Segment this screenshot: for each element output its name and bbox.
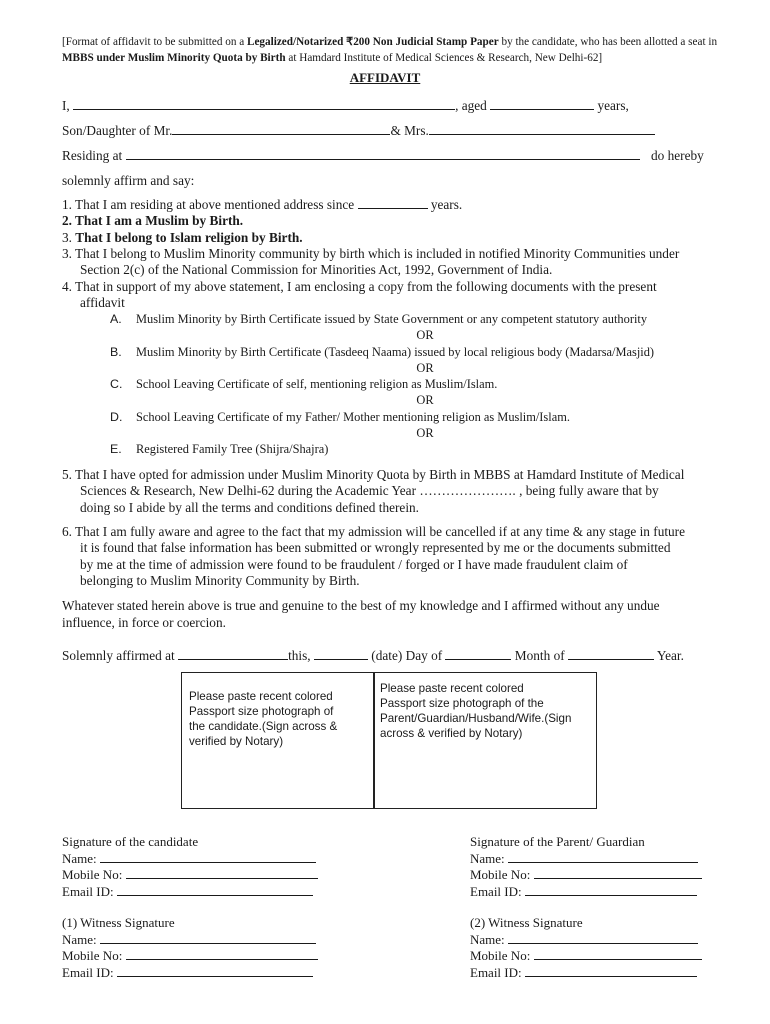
parent-name-row — [470, 851, 702, 868]
age-blank[interactable] — [490, 98, 594, 110]
document-title: AFFIDAVIT — [349, 70, 421, 85]
name-blank[interactable] — [73, 98, 455, 110]
parent-email-row — [470, 884, 702, 901]
father-name-blank[interactable] — [172, 123, 390, 135]
label-year: Year. — [654, 648, 684, 663]
witness-2-email-row — [470, 965, 702, 982]
parent-signature-block — [470, 834, 702, 900]
document-option-e — [110, 442, 328, 457]
header-quota: MBBS under Muslim Minority Quota by Birth — [62, 52, 286, 64]
affirmation-line — [62, 648, 684, 664]
email-label: Email ID: — [470, 964, 525, 980]
label-affirmed-at: Solemnly affirmed at — [62, 648, 179, 663]
item-3b — [62, 246, 722, 279]
intro-line-parents — [62, 123, 655, 139]
witness-1-mobile-row — [62, 948, 318, 965]
mobile-label: Mobile No: — [62, 867, 126, 883]
header-suffix: at Hamdard Institute of Medical Sciences & Research, New Delhi-62] — [285, 52, 603, 64]
label-years: years, — [594, 98, 629, 113]
name-label: Name: — [62, 850, 100, 866]
mother-name-blank[interactable] — [429, 123, 655, 135]
address-blank[interactable] — [126, 148, 640, 160]
item-4-line2: affidavit — [80, 295, 125, 311]
label-do-hereby: do hereby — [651, 148, 704, 163]
candidate-mobile-row — [62, 867, 318, 884]
witness-2-label: (2) Witness Signature — [470, 915, 583, 930]
photo-instruction: the candidate.(Sign across & — [189, 720, 338, 733]
or-separator: OR — [416, 361, 434, 375]
residing-years-blank[interactable] — [358, 197, 428, 209]
item-5 — [62, 467, 722, 516]
intro-line-name — [62, 98, 629, 114]
witness-2-name-blank[interactable] — [508, 932, 698, 944]
format-instruction — [62, 34, 722, 66]
document-option-c — [110, 377, 497, 392]
parent-name-blank[interactable] — [508, 851, 698, 863]
item-6-line1: 6. That I am fully aware and agree to the fact that my admission will be cancelled if at any time & any stage in future — [62, 524, 686, 539]
item-6-line4: belonging to Muslim Minority Community by Birth. — [80, 573, 360, 589]
parent-signature-label: Signature of the Parent/ Guardian — [470, 834, 645, 849]
label-son-daughter: Son/Daughter of Mr. — [62, 123, 173, 138]
document-letter: B. — [110, 345, 122, 359]
email-label: Email ID: — [470, 883, 525, 899]
parent-mobile-blank[interactable] — [534, 867, 702, 879]
item-6-line2: it is found that false information has been submitted or wrongly represented by me or the documents submitted — [80, 540, 671, 556]
document-text: Muslim Minority by Birth Certificate issued by State Government or any competent statutory authority — [136, 312, 648, 326]
name-label: Name: — [470, 850, 508, 866]
item-3b-line1: 3. That I belong to Muslim Minority community by birth which is included in notified Minority Communities under — [62, 246, 680, 261]
month-blank[interactable] — [445, 648, 511, 660]
item-4 — [62, 279, 722, 312]
item-1 — [62, 197, 462, 213]
document-text: School Leaving Certificate of self, mentioning religion as Muslim/Islam. — [136, 377, 498, 391]
label-day-of: (date) Day of — [367, 648, 446, 663]
label-residing: Residing at — [62, 148, 126, 163]
document-text: Muslim Minority by Birth Certificate (Tasdeeq Naama) issued by local religious body (Madarsa/Masjid) — [136, 345, 655, 359]
candidate-photo-box — [181, 672, 375, 809]
witness-2-email-blank[interactable] — [525, 965, 697, 977]
item-3a-number: 3. — [62, 230, 76, 245]
email-label: Email ID: — [62, 964, 117, 980]
or-separator: OR — [416, 328, 434, 342]
witness-2-block — [470, 915, 702, 981]
label-mrs: & Mrs. — [390, 123, 429, 138]
witness-1-mobile-blank[interactable] — [126, 948, 318, 960]
photo-instruction: verified by Notary) — [189, 735, 284, 748]
declaration-line2: influence, in force or coercion. — [62, 615, 226, 630]
parent-mobile-row — [470, 867, 702, 884]
item-3a — [62, 230, 303, 246]
header-stamp-paper: Legalized/Notarized ₹200 Non Judicial Stamp Paper — [246, 36, 499, 48]
photo-instruction: Parent/Guardian/Husband/Wife.(Sign — [380, 712, 572, 725]
document-text: School Leaving Certificate of my Father/ Mother mentioning religion as Muslim/Islam. — [136, 410, 570, 424]
or-separator: OR — [416, 426, 434, 440]
item-1-suffix: years. — [427, 197, 463, 212]
photo-instruction: across & verified by Notary) — [380, 727, 523, 740]
declaration-line1: Whatever stated herein above is true and genuine to the best of my knowledge and I affirmed without any undue — [62, 598, 660, 613]
intro-line-address — [62, 148, 640, 164]
document-option-a — [110, 312, 647, 327]
witness-2-name-row — [470, 932, 702, 949]
header-middle: by the candidate, who has been allotted a seat in — [498, 36, 718, 48]
document-option-d — [110, 410, 570, 425]
label-this: this, — [288, 648, 314, 663]
candidate-mobile-blank[interactable] — [126, 867, 318, 879]
parent-photo-box — [373, 672, 597, 809]
mobile-label: Mobile No: — [470, 948, 534, 964]
witness-1-name-blank[interactable] — [100, 932, 316, 944]
document-letter: A. — [110, 312, 122, 326]
header-prefix: [Format of affidavit to be submitted on a — [62, 36, 247, 48]
name-label: Name: — [470, 931, 508, 947]
item-1-text: 1. That I am residing at above mentioned address since — [62, 197, 358, 212]
date-blank[interactable] — [314, 648, 368, 660]
or-separator: OR — [416, 393, 434, 407]
candidate-name-blank[interactable] — [100, 851, 316, 863]
document-letter: D. — [110, 410, 123, 424]
name-label: Name: — [62, 931, 100, 947]
document-text: Registered Family Tree (Shijra/Shajra) — [136, 442, 329, 456]
declaration — [62, 597, 722, 631]
document-letter: E. — [110, 442, 122, 456]
intro-line-affirm: solemnly affirm and say: — [62, 173, 195, 188]
label-month-of: Month of — [511, 648, 568, 663]
email-label: Email ID: — [62, 883, 117, 899]
witness-1-name-row — [62, 932, 318, 949]
photo-instruction: Passport size photograph of — [189, 705, 334, 718]
witness-2-mobile-blank[interactable] — [534, 948, 702, 960]
item-6 — [62, 524, 722, 590]
witness-2-mobile-row — [470, 948, 702, 965]
candidate-name-row — [62, 851, 318, 868]
photo-instruction: Please paste recent colored — [380, 682, 524, 695]
candidate-signature-label: Signature of the candidate — [62, 834, 199, 849]
label-aged: , aged — [455, 98, 491, 113]
item-2: 2. That I am a Muslim by Birth. — [62, 213, 244, 228]
item-5-line1: 5. That I have opted for admission under Muslim Minority Quota by Birth in MBBS at Hamdard Institute of Medical — [62, 467, 685, 482]
item-6-line3: by me at the time of admission were found to be fraudulent / forged or I have made fraudulent claim of — [80, 556, 628, 572]
document-letter: C. — [110, 377, 123, 391]
item-3a-text: That I belong to Islam religion by Birth. — [75, 230, 303, 245]
witness-1-email-blank[interactable] — [117, 965, 313, 977]
item-3b-line2: Section 2(c) of the National Commission for Minorities Act, 1992, Government of India. — [80, 262, 553, 278]
candidate-email-row — [62, 884, 318, 901]
mobile-label: Mobile No: — [62, 948, 126, 964]
candidate-signature-block — [62, 834, 318, 900]
parent-email-blank[interactable] — [525, 884, 697, 896]
item-5-line3: doing so I abide by all the terms and conditions defined therein. — [80, 499, 419, 515]
photo-instruction: Passport size photograph of the — [380, 697, 544, 710]
witness-1-email-row — [62, 965, 318, 982]
photo-instruction: Please paste recent colored — [189, 690, 333, 703]
year-blank[interactable] — [568, 648, 654, 660]
item-4-line1: 4. That in support of my above statement, I am enclosing a copy from the following documents with the present — [62, 279, 657, 294]
label-i: I, — [62, 98, 74, 113]
mobile-label: Mobile No: — [470, 867, 534, 883]
document-option-b — [110, 345, 654, 360]
candidate-email-blank[interactable] — [117, 884, 313, 896]
witness-1-label: (1) Witness Signature — [62, 915, 175, 930]
item-5-line2: Sciences & Research, New Delhi-62 during the Academic Year …………………. , being fully aware that by — [80, 483, 659, 499]
place-blank[interactable] — [178, 648, 288, 660]
witness-1-block — [62, 915, 318, 981]
